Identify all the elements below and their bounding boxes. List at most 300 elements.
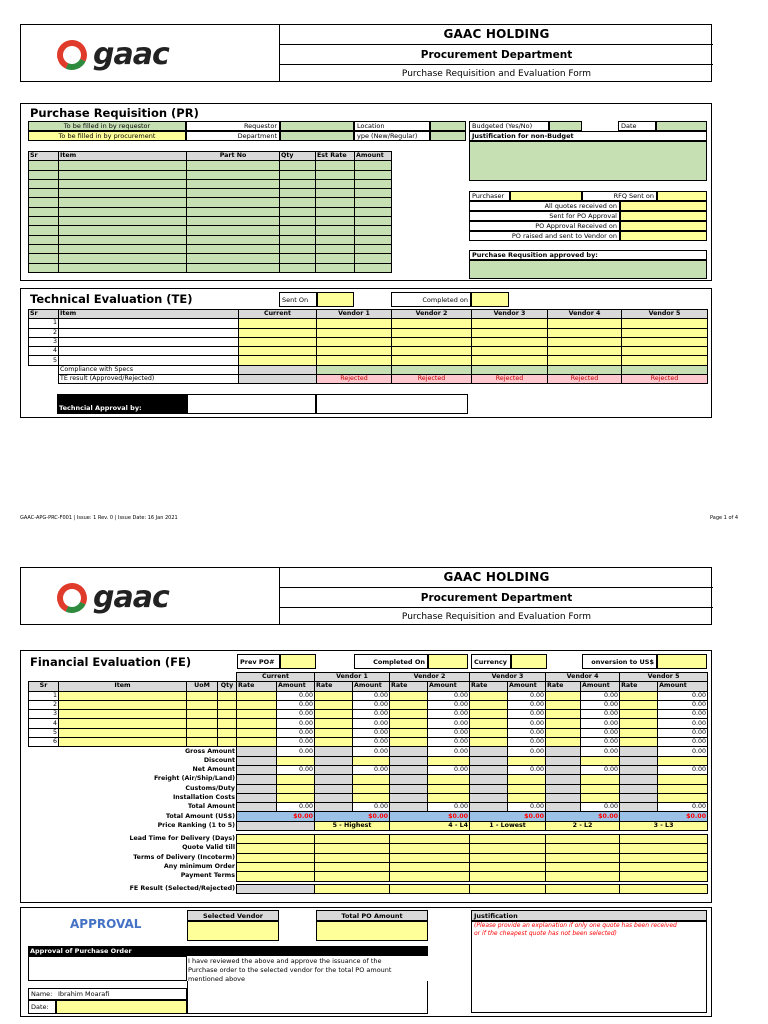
pr-item-cell[interactable] [59, 189, 187, 198]
fe-min-input[interactable] [620, 862, 708, 871]
fe-net-value: 0.00 [658, 765, 708, 774]
fe-freight-input[interactable] [508, 775, 546, 784]
pr-amount-cell[interactable] [355, 161, 392, 170]
fe-qty-cell[interactable] [218, 700, 237, 709]
pr-amount-cell[interactable] [355, 226, 392, 235]
pr-partno-cell[interactable] [187, 207, 280, 216]
pr-sr-cell[interactable] [29, 198, 59, 207]
fe-customs-input[interactable] [508, 784, 546, 793]
te-vendor-cell[interactable] [472, 347, 548, 356]
fe-terms-input[interactable] [315, 853, 390, 862]
sent-po-field[interactable] [620, 211, 707, 221]
pr-rate-cell[interactable] [316, 179, 355, 188]
fe-rate-cell[interactable] [390, 691, 428, 700]
te-vendor-cell[interactable] [548, 337, 622, 346]
fe-rate-cell[interactable] [237, 719, 277, 728]
te-vendor-cell[interactable] [392, 328, 472, 337]
pr-sr-cell[interactable] [29, 179, 59, 188]
pr-partno-cell[interactable] [187, 235, 280, 244]
fe-terms-input[interactable] [546, 853, 620, 862]
te-vendor-cell[interactable] [622, 356, 708, 365]
pr-title: Purchase Requisition (PR) [30, 106, 199, 120]
fe-discount-input[interactable] [353, 756, 390, 765]
fe-total-label: Total Amount [187, 803, 235, 811]
pr-qty-cell[interactable] [280, 161, 316, 170]
fe-rate-cell[interactable] [237, 728, 277, 737]
pr-amount-cell[interactable] [355, 254, 392, 263]
justification-field[interactable] [469, 141, 707, 181]
fe-item-cell[interactable] [59, 700, 187, 709]
pr-sr-cell[interactable] [29, 217, 59, 226]
fe-result-input[interactable] [390, 884, 470, 893]
pr-rate-cell[interactable] [316, 226, 355, 235]
fe-rate-cell[interactable] [470, 691, 508, 700]
fe-freight-input[interactable] [581, 775, 620, 784]
fe-valid-input[interactable] [470, 844, 546, 853]
te-vendor-cell[interactable] [548, 356, 622, 365]
fe-valid-input[interactable] [315, 844, 390, 853]
pr-qty-cell[interactable] [280, 189, 316, 198]
fe-rate-cell[interactable] [237, 710, 277, 719]
fe-freight-input[interactable] [277, 775, 315, 784]
fe-rate-cell[interactable] [470, 728, 508, 737]
fe-discount-input[interactable] [658, 756, 708, 765]
fe-rate-cell[interactable] [390, 728, 428, 737]
pr-rate-cell[interactable] [316, 207, 355, 216]
prev-po-field[interactable] [280, 654, 316, 669]
te-vendor-cell[interactable] [472, 328, 548, 337]
fe-customs-input[interactable] [353, 784, 390, 793]
fe-freight-input[interactable] [428, 775, 470, 784]
requestor-field[interactable] [280, 121, 354, 131]
fe-min-input[interactable] [237, 862, 315, 871]
name-field[interactable]: Ibrahim Moarafi [56, 988, 187, 1000]
pr-item-row [29, 161, 392, 170]
fe-rate-cell[interactable] [237, 700, 277, 709]
te-completed-field[interactable] [471, 292, 509, 307]
fe-result-input[interactable] [315, 884, 390, 893]
pr-rate-cell[interactable] [316, 189, 355, 198]
fe-payment-input[interactable] [546, 872, 620, 881]
po-approval-signature[interactable] [28, 956, 187, 981]
te-sr: 1 [29, 319, 59, 328]
pr-sr-cell[interactable] [29, 263, 59, 272]
date-approval-field[interactable] [56, 1000, 187, 1014]
pr-qty-cell[interactable] [280, 235, 316, 244]
fe-completed-field[interactable] [428, 654, 468, 669]
approval-comments[interactable] [187, 981, 428, 1014]
pr-rate-cell[interactable] [316, 217, 355, 226]
pr-item-cell[interactable] [59, 207, 187, 216]
te-compliance-v1[interactable] [317, 365, 392, 374]
pr-amount-cell[interactable] [355, 217, 392, 226]
pr-qty-cell[interactable] [280, 226, 316, 235]
pr-amount-cell[interactable] [355, 244, 392, 253]
te-sr: 3 [29, 337, 59, 346]
fe-col-qty: Qty [218, 682, 237, 691]
fe-rate-cell[interactable] [546, 700, 581, 709]
fe-item-cell[interactable] [59, 710, 187, 719]
fe-rate-cell[interactable] [390, 700, 428, 709]
pr-partno-cell[interactable] [187, 170, 280, 179]
fe-amount-cell: 0.00 [353, 728, 390, 737]
te-compliance-v5[interactable] [622, 365, 708, 374]
fe-terms-label: Terms of Delivery (Incoterm) [133, 853, 235, 861]
pr-approved-label: Purchase Requsition approved by: [469, 250, 707, 260]
conversion-field[interactable] [657, 654, 707, 669]
fe-net-value: 0.00 [353, 765, 390, 774]
fe-rate-cell[interactable] [237, 691, 277, 700]
fe-install-input[interactable] [277, 793, 315, 802]
pr-rows [29, 161, 392, 273]
pr-col-item: Item [59, 152, 187, 161]
pr-item-cell[interactable] [59, 244, 187, 253]
fe-rate-cell[interactable] [237, 738, 277, 747]
pr-qty-cell[interactable] [280, 179, 316, 188]
pr-item-cell[interactable] [59, 235, 187, 244]
te-result-v2[interactable]: Rejected [392, 375, 472, 384]
fe-lead-input[interactable] [390, 835, 470, 844]
pr-partno-cell[interactable] [187, 244, 280, 253]
fe-rate-cell[interactable] [620, 700, 658, 709]
pr-amount-cell[interactable] [355, 189, 392, 198]
te-vendor-cell[interactable] [622, 347, 708, 356]
fe-terms-input[interactable] [390, 853, 470, 862]
pr-amount-cell[interactable] [355, 198, 392, 207]
pr-qty-cell[interactable] [280, 170, 316, 179]
pr-sr-cell[interactable] [29, 226, 59, 235]
fe-lead-input[interactable] [620, 835, 708, 844]
fe-qty-cell[interactable] [218, 728, 237, 737]
fe-qty-cell[interactable] [218, 719, 237, 728]
te-approval-field-2[interactable] [316, 394, 468, 414]
pr-amount-cell[interactable] [355, 179, 392, 188]
pr-qty-cell[interactable] [280, 198, 316, 207]
fe-completed-label: Completed On [354, 654, 428, 669]
budgeted-field[interactable] [549, 121, 582, 131]
fe-rate-blank [470, 756, 508, 765]
fe-uom-cell[interactable] [187, 710, 218, 719]
te-vendor-cell[interactable] [392, 337, 472, 346]
fe-lead-input[interactable] [546, 835, 620, 844]
fe-item-cell[interactable] [59, 719, 187, 728]
te-col-2: Current [239, 310, 317, 319]
pr-qty-cell[interactable] [280, 263, 316, 272]
te-compliance-v2[interactable] [392, 365, 472, 374]
te-sent-on-field[interactable] [317, 292, 354, 307]
quotes-field[interactable] [620, 201, 707, 211]
fe-payment-input[interactable] [390, 872, 470, 881]
footer-right: Page 1 of 4 [710, 515, 739, 521]
fe-col-rate: Rate [620, 682, 658, 691]
fe-rate-cell[interactable] [315, 691, 353, 700]
te-vendor-cell[interactable] [239, 356, 317, 365]
fe-payment-input[interactable] [470, 872, 546, 881]
fe-rate-cell[interactable] [470, 719, 508, 728]
fe-customs-input[interactable] [428, 784, 470, 793]
pr-partno-cell[interactable] [187, 179, 280, 188]
fe-uom-cell[interactable] [187, 738, 218, 747]
pr-sr-cell[interactable] [29, 235, 59, 244]
fe-result-current [237, 884, 315, 893]
justification-approval-field[interactable] [471, 921, 707, 1013]
fe-amount-cell: 0.00 [277, 691, 315, 700]
fe-install-input[interactable] [353, 793, 390, 802]
fe-discount-input[interactable] [581, 756, 620, 765]
te-item-cell[interactable] [59, 347, 239, 356]
pr-qty-cell[interactable] [280, 244, 316, 253]
fe-customs-input[interactable] [277, 784, 315, 793]
pr-sr-cell[interactable] [29, 161, 59, 170]
pr-sr-cell[interactable] [29, 170, 59, 179]
te-result-v5[interactable]: Rejected [622, 375, 708, 384]
fe-rate-cell[interactable] [390, 719, 428, 728]
te-result-v4[interactable]: Rejected [548, 375, 622, 384]
fe-rate-cell[interactable] [315, 700, 353, 709]
fe-rate-cell[interactable] [315, 738, 353, 747]
fe-col-uom: UoM [187, 682, 218, 691]
te-result-v1[interactable]: Rejected [317, 375, 392, 384]
fe-min-input[interactable] [390, 862, 470, 871]
currency-field[interactable] [511, 654, 547, 669]
total-po-field[interactable] [316, 921, 428, 941]
fe-valid-input[interactable] [546, 844, 620, 853]
fe-result-input[interactable] [470, 884, 546, 893]
te-vendor-cell[interactable] [239, 347, 317, 356]
legend-procurement: To be filled in by procurement [28, 131, 186, 141]
fe-rate-cell[interactable] [620, 719, 658, 728]
te-compliance-v3[interactable] [472, 365, 548, 374]
pr-rate-cell[interactable] [316, 235, 355, 244]
pr-item-cell[interactable] [59, 198, 187, 207]
fe-qty-cell[interactable] [218, 738, 237, 747]
te-vendor-cell[interactable] [472, 356, 548, 365]
fe-item-cell[interactable] [59, 691, 187, 700]
pr-item-cell[interactable] [59, 161, 187, 170]
name-label: Name: [28, 988, 56, 1000]
te-sr: 2 [29, 328, 59, 337]
fe-install-input[interactable] [581, 793, 620, 802]
te-vendor-cell[interactable] [317, 356, 392, 365]
fe-payment-input[interactable] [315, 872, 390, 881]
pr-partno-cell[interactable] [187, 198, 280, 207]
pr-sr-cell[interactable] [29, 244, 59, 253]
pr-item-cell[interactable] [59, 217, 187, 226]
pr-amount-cell[interactable] [355, 207, 392, 216]
selected-vendor-field[interactable] [187, 921, 279, 941]
fe-payment-input[interactable] [237, 872, 315, 881]
date-field[interactable] [656, 121, 707, 131]
rfq-field[interactable] [657, 191, 707, 201]
fe-rate-cell[interactable] [315, 719, 353, 728]
po-approval-field[interactable] [620, 221, 707, 231]
fe-col-rate: Rate [315, 682, 353, 691]
fe-min-input[interactable] [315, 862, 390, 871]
pr-sr-cell[interactable] [29, 207, 59, 216]
fe-uom-cell[interactable] [187, 728, 218, 737]
pr-partno-cell[interactable] [187, 254, 280, 263]
pr-rate-cell[interactable] [316, 170, 355, 179]
fe-install-input[interactable] [508, 793, 546, 802]
te-vendor-cell[interactable] [317, 319, 392, 328]
pr-sr-cell[interactable] [29, 189, 59, 198]
fe-rate-cell[interactable] [315, 710, 353, 719]
fe-discount-input[interactable] [428, 756, 470, 765]
fe-summary-row [29, 793, 708, 802]
fe-install-input[interactable] [428, 793, 470, 802]
purchaser-field[interactable] [510, 191, 582, 201]
te-vendor-cell[interactable] [317, 337, 392, 346]
fe-rate-cell[interactable] [470, 738, 508, 747]
fe-terms-input[interactable] [470, 853, 546, 862]
fe-rate-cell[interactable] [470, 700, 508, 709]
te-vendor-cell[interactable] [622, 328, 708, 337]
pr-item-cell[interactable] [59, 170, 187, 179]
te-item-cell[interactable] [59, 337, 239, 346]
fe-min-input[interactable] [546, 862, 620, 871]
fe-payment-input[interactable] [620, 872, 708, 881]
pr-item-cell[interactable] [59, 226, 187, 235]
fe-amount-cell: 0.00 [581, 728, 620, 737]
pr-amount-cell[interactable] [355, 235, 392, 244]
fe-result-label: FE Result (Selected/Rejected) [129, 884, 235, 892]
fe-discount-input[interactable] [508, 756, 546, 765]
fe-sr: 5 [29, 728, 59, 737]
fe-rate-cell[interactable] [390, 710, 428, 719]
fe-uom-cell[interactable] [187, 719, 218, 728]
pr-partno-cell[interactable] [187, 189, 280, 198]
fe-qty-cell[interactable] [218, 710, 237, 719]
pr-rate-cell[interactable] [316, 244, 355, 253]
fe-valid-input[interactable] [390, 844, 470, 853]
fe-valid-input[interactable] [620, 844, 708, 853]
pr-amount-cell[interactable] [355, 170, 392, 179]
pr-rate-cell[interactable] [316, 254, 355, 263]
te-approval-field[interactable] [187, 394, 316, 414]
pr-rate-cell[interactable] [316, 263, 355, 272]
fe-rate-cell[interactable] [390, 738, 428, 747]
fe-rate-cell[interactable] [546, 738, 581, 747]
te-item-cell[interactable] [59, 356, 239, 365]
te-vendor-cell[interactable] [548, 328, 622, 337]
fe-discount-input[interactable] [277, 756, 315, 765]
te-row [29, 328, 708, 337]
fe-lead-input[interactable] [237, 835, 315, 844]
po-raised-field[interactable] [620, 231, 707, 241]
fe-freight-input[interactable] [658, 775, 708, 784]
fe-rate-cell[interactable] [620, 710, 658, 719]
te-vendor-cell[interactable] [472, 319, 548, 328]
pr-qty-cell[interactable] [280, 217, 316, 226]
te-vendor-cell[interactable] [239, 328, 317, 337]
te-item-cell[interactable] [59, 319, 239, 328]
pr-sr-cell[interactable] [29, 254, 59, 263]
pr-amount-cell[interactable] [355, 263, 392, 272]
fe-gross-value: 0.00 [508, 747, 546, 756]
fe-rate-cell[interactable] [315, 728, 353, 737]
fe-rate-cell[interactable] [546, 691, 581, 700]
fe-lead-input[interactable] [470, 835, 546, 844]
legend-requestor: To be filled in by requestor [28, 121, 186, 131]
te-vendor-cell[interactable] [548, 319, 622, 328]
fe-result-input[interactable] [620, 884, 708, 893]
fe-lead-input[interactable] [315, 835, 390, 844]
te-result-v3[interactable]: Rejected [472, 375, 548, 384]
fe-customs-input[interactable] [581, 784, 620, 793]
pr-qty-cell[interactable] [280, 254, 316, 263]
pr-item-cell[interactable] [59, 254, 187, 263]
te-vendor-cell[interactable] [622, 319, 708, 328]
fe-result-input[interactable] [546, 884, 620, 893]
te-vendor-cell[interactable] [622, 337, 708, 346]
te-item-cell[interactable] [59, 328, 239, 337]
pr-item-cell[interactable] [59, 179, 187, 188]
dept-name: Procurement Department [279, 44, 713, 64]
fe-valid-input[interactable] [237, 844, 315, 853]
te-compliance-label: Compliance with Specs [59, 365, 239, 374]
fe-terms-input[interactable] [237, 853, 315, 862]
pr-rate-cell[interactable] [316, 161, 355, 170]
te-compliance-v4[interactable] [548, 365, 622, 374]
location-field[interactable] [430, 121, 466, 131]
fe-rate-cell[interactable] [620, 728, 658, 737]
type-field[interactable] [430, 131, 466, 141]
pr-partno-cell[interactable] [187, 161, 280, 170]
fe-rate-cell[interactable] [620, 738, 658, 747]
fe-rate-cell[interactable] [546, 728, 581, 737]
fe-rate-cell[interactable] [470, 710, 508, 719]
fe-item-cell[interactable] [59, 738, 187, 747]
te-vendor-cell[interactable] [392, 319, 472, 328]
department-field[interactable] [280, 131, 354, 141]
fe-install-input[interactable] [658, 793, 708, 802]
fe-item-cell[interactable] [59, 728, 187, 737]
pr-approved-field[interactable] [469, 260, 707, 279]
fe-terms-input[interactable] [620, 853, 708, 862]
fe-freight-input[interactable] [353, 775, 390, 784]
te-vendor-cell[interactable] [317, 328, 392, 337]
fe-uom-cell[interactable] [187, 691, 218, 700]
pr-partno-cell[interactable] [187, 263, 280, 272]
te-vendor-cell[interactable] [392, 356, 472, 365]
pr-item-cell[interactable] [59, 263, 187, 272]
fe-rate-cell[interactable] [546, 710, 581, 719]
fe-col-amount: Amount [508, 682, 546, 691]
justification-label: Justification for non-Budget [469, 131, 707, 141]
fe-amount-cell: 0.00 [658, 738, 708, 747]
fe-uom-cell[interactable] [187, 700, 218, 709]
pr-rate-cell[interactable] [316, 198, 355, 207]
te-vendor-cell[interactable] [239, 337, 317, 346]
fe-terms-row [29, 853, 708, 862]
fe-col-rate: Rate [237, 682, 277, 691]
fe-min-input[interactable] [470, 862, 546, 871]
logo-ring-icon [53, 35, 91, 73]
fe-rate-cell[interactable] [546, 719, 581, 728]
te-vendor-cell[interactable] [317, 347, 392, 356]
te-vendor-cell[interactable] [239, 319, 317, 328]
fe-qty-cell[interactable] [218, 691, 237, 700]
te-vendor-cell[interactable] [392, 347, 472, 356]
pr-partno-cell[interactable] [187, 226, 280, 235]
pr-qty-cell[interactable] [280, 207, 316, 216]
te-vendor-cell[interactable] [548, 347, 622, 356]
fe-customs-input[interactable] [658, 784, 708, 793]
fe-amount-cell: 0.00 [353, 719, 390, 728]
te-vendor-cell[interactable] [472, 337, 548, 346]
pr-partno-cell[interactable] [187, 217, 280, 226]
fe-rate-cell[interactable] [620, 691, 658, 700]
